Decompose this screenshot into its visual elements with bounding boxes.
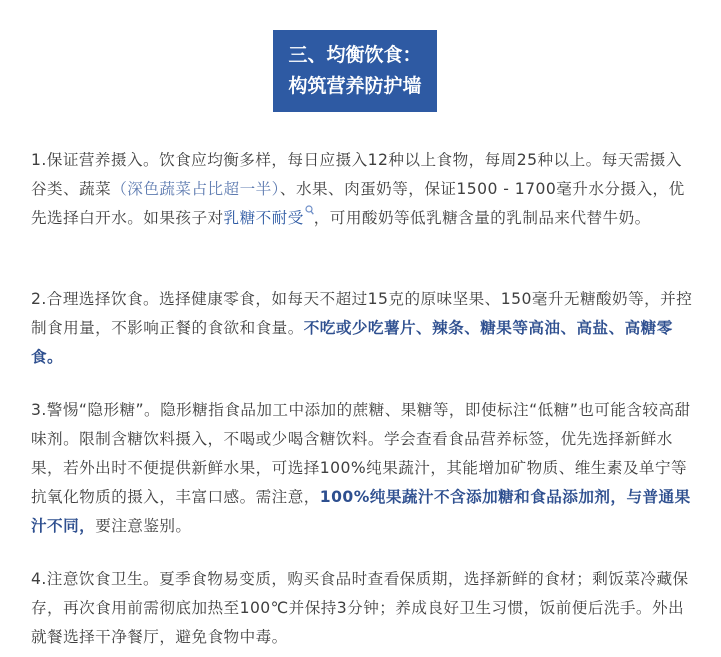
search-icon[interactable] (305, 205, 314, 216)
p2-bold-text: 不吃或少吃薯片、辣条、糖果等高油、高盐、高糖零食。 (31, 319, 673, 366)
p1-text-d: ，可用酸奶等低乳糖含量的乳制品来代替牛奶。 (313, 209, 651, 227)
lactose-intolerance-link[interactable]: 乳糖不耐受 (223, 209, 304, 227)
p3-bold-text: 100%纯果蔬汁不含添加糖和食品添加剂，与普通果汁不同， (31, 488, 691, 535)
p4-text-a: 4.注意饮食卫生。夏季食物易变质，购买食品时查看保质期，选择新鲜的食材；剩饭菜冷藏保存，再次食用前需彻底加热至100℃并保持3分钟；养成良好卫生习惯，饭前便后洗手。外出就餐选择干净餐厅，避免食物中毒。 (31, 570, 689, 646)
p2-text-a: 2.合理选择饮食。选择健康零食，如每天不超过15克的原味坚果、150毫升无糖酸奶等，并控制食用量，不影响正餐的食欲和食量。 (31, 290, 693, 337)
p1-text-a: 1.保证营养摄入。饮食应均衡多样，每日应摄入12种以上食物，每周25种以上。每天需摄入谷类、蔬菜 (31, 151, 682, 198)
section-title-box (273, 30, 437, 112)
section-title-line2: 构筑营养防护墙 (288, 75, 422, 97)
p3-text-b: 要注意鉴别。 (95, 517, 192, 535)
paragraph-nutrition-intake (31, 146, 693, 233)
p3-text-a: 3.警惕“隐形糖”。隐形糖指食品加工中添加的蔗糖、果糖等，即使标注“低糖”也可能含较高甜味剂。限制含糖饮料摄入，不喝或少喝含糖饮料。学会查看食品营养标签，优先选择新鲜水果，若外出时不便提供新鲜水果，可选择100%纯果蔬汁，其能增加矿物质、维生素及单宁等抗氧化物质的摄入，丰富口感。需注意， (31, 401, 691, 506)
p1-text-note: （深色蔬菜占比超一半） (111, 180, 280, 198)
section-title-line1: 三、均衡饮食： (288, 44, 422, 66)
paragraph-diet-choice (31, 285, 693, 372)
paragraph-hidden-sugar (31, 396, 693, 541)
paragraph-food-hygiene (31, 565, 693, 652)
p1-text-c: 、水果、肉蛋奶等，保证1500 - 1700毫升水分摄入，优先选择白开水。如果孩子对 (31, 180, 685, 227)
